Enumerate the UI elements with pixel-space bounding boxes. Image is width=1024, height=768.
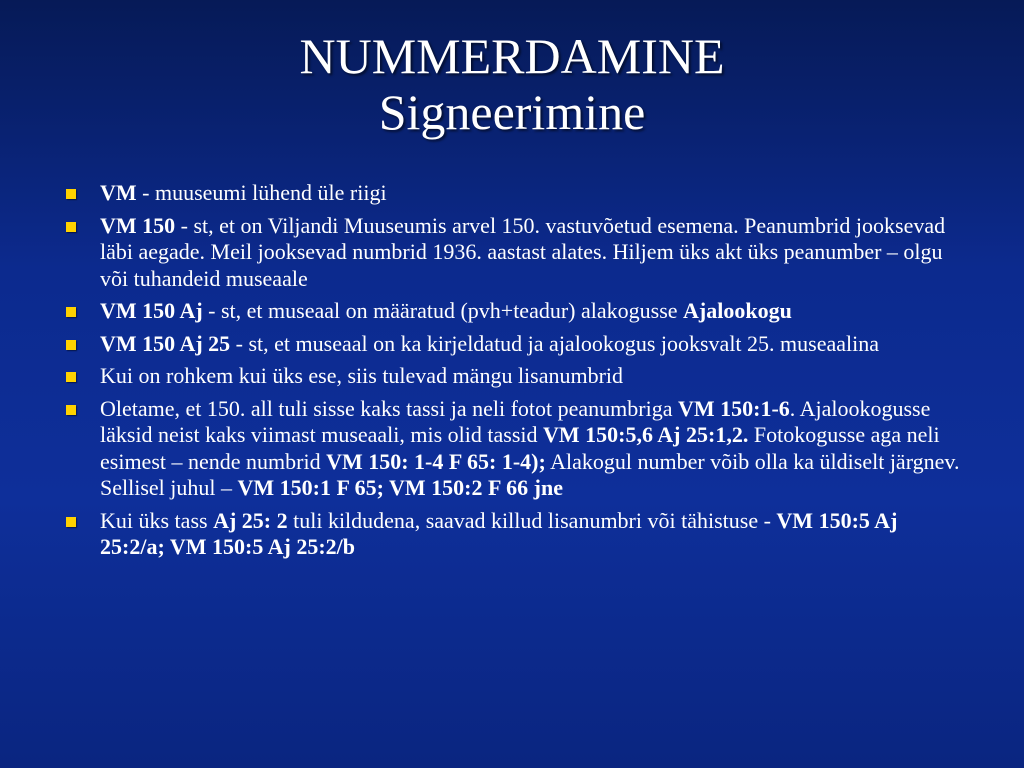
bullet-text-bold: VM 150:5,6 Aj 25:1,2. [543,422,749,447]
bullet-text-bold: VM 150 Aj [100,298,203,323]
bullet-list [60,180,960,567]
bullet-text-bold: VM [100,180,137,205]
square-bullet-icon [66,222,76,232]
bullet-text: - muuseumi lühend üle riigi [136,180,387,205]
slide-title [0,28,1024,140]
bullet-text-bold: Ajalookogu [683,298,792,323]
bullet-item [60,298,960,325]
title-line-1: NUMMERDAMINE [299,28,725,84]
bullet-text: - st, et museaal on ka kirjeldatud ja ajalookogus jooksvalt 25. museaalina [230,330,879,356]
bullet-text-bold: VM 150:1 F 65; VM 150:2 F 66 jne [237,475,563,500]
bullet-text: Kui üks tass [100,507,214,533]
bullet-item [60,363,960,390]
bullet-item [60,331,960,358]
bullet-text: - st, et museaal on määratud (pvh+teadur) alakogusse [202,298,684,323]
bullet-item [60,213,960,293]
square-bullet-icon [66,372,76,382]
bullet-text: - st, et on Viljandi Muuseumis arvel 150. vastuvõetud esemena. Peanumbrid jooksevad läbi aegade. Meil jooksevad numbrid 1936. aastast alates. Hiljem üks akt üks peanumber – olgu või tuhandeid museaale [100,212,946,291]
bullet-text-bold: VM 150:1-6 [677,395,790,421]
bullet-item [60,508,960,561]
bullet-text: . Ajalookogusse läksid neist kaks viimast museaali, mis olid tassid [100,395,931,447]
square-bullet-icon [66,340,76,350]
bullet-text-bold: VM 150: 1-4 F 65: 1-4); [326,448,546,474]
bullet-text-bold: VM 150 Aj 25 [100,330,231,356]
bullet-text: Fotokogusse aga neli esimest – nende numbrid [100,422,940,474]
bullet-text: tuli kildudena, saavad killud lisanumbri või tähistuse - [287,507,777,533]
bullet-text-bold: Aj 25: 2 [213,507,288,533]
square-bullet-icon [66,307,76,317]
square-bullet-icon [66,189,76,199]
title-line-2: Signeerimine [378,84,646,140]
bullet-text-bold: VM 150 [100,212,176,238]
bullet-text: Alakogul number võib olla ka üldiselt järgnev. Sellisel juhul – [100,448,960,500]
bullet-item [60,180,960,207]
bullet-text: Kui on rohkem kui üks ese, siis tulevad mängu lisanumbrid [100,363,624,388]
bullet-text-bold: VM 150:5 Aj 25:2/a; VM 150:5 Aj 25:2/b [100,507,898,559]
bullet-item [60,396,960,502]
square-bullet-icon [66,517,76,527]
bullet-text: Oletame, et 150. all tuli sisse kaks tassi ja neli fotot peanumbriga [100,395,678,421]
square-bullet-icon [66,405,76,415]
